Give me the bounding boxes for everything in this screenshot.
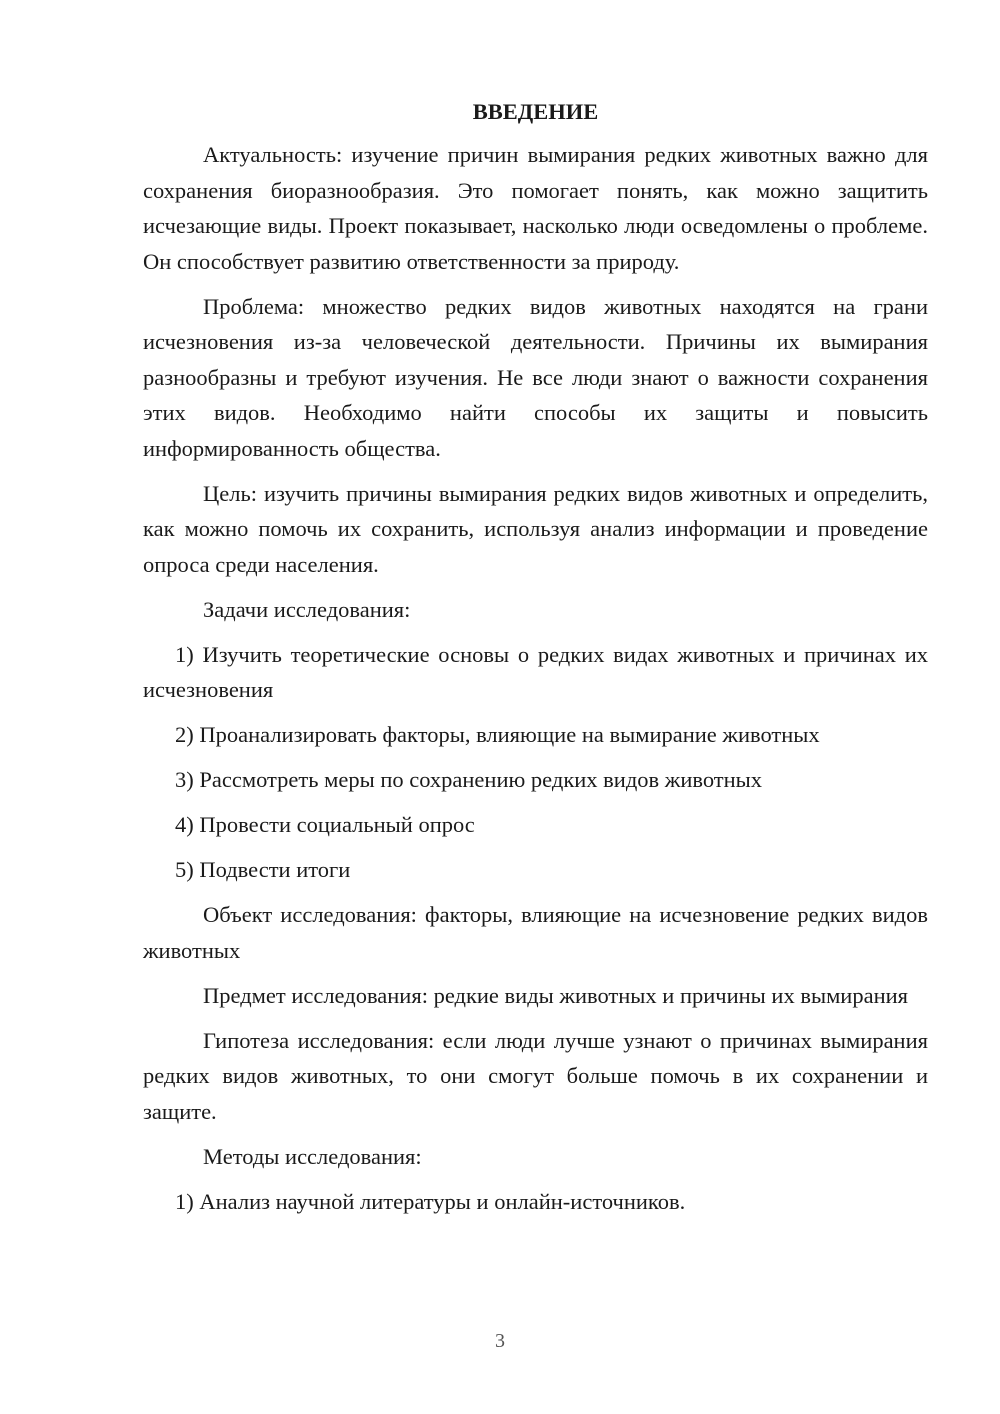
task-item: 2) Проанализировать факторы, влияющие на вымирание животных [175,722,820,747]
object-paragraph: Объект исследования: факторы, влияющие на исчезновение редких видов животных [143,902,928,963]
goal-paragraph: Цель: изучить причины вымирания редких видов животных и определить, как можно помочь их сохранить, используя анализ информации и проведение опроса среди населения. [143,480,928,577]
method-item: 1) Анализ научной литературы и онлайн-источников. [175,1188,686,1214]
page-number: 3 [495,1330,505,1352]
methods-heading: Методы исследования: [203,1143,422,1169]
problem-paragraph: Проблема: множество редких видов животных находятся на грани исчезновения из-за человеческой деятельности. Причины их вымирания разнообразны и требуют изучения. Не все люди знают о важности сохранения этих видов. Необходимо найти способы их защиты и повысить информированность общества. [143,293,928,461]
task-item: 3) Рассмотреть меры по сохранению редких видов животных [175,767,763,792]
task-item: 5) Подвести итоги [175,857,351,882]
tasks-heading: Задачи исследования: [203,596,411,622]
relevance-paragraph: Актуальность: изучение причин вымирания редких животных важно для сохранения биоразнообразия. Это помогает понять, как можно защитить исчезающие виды. Проект показывает, насколько люди осведомлены о проблеме. Он способствует развитию ответственности за природу. [143,142,928,274]
hypothesis-paragraph: Гипотеза исследования: если люди лучше узнают о причинах вымирания редких видов животных, то они смогут больше помочь в их сохранении и защите. [143,1027,928,1124]
subject-paragraph: Предмет исследования: редкие виды животных и причины их вымирания [203,982,909,1008]
page-title: ВВЕДЕНИЕ [472,99,599,124]
page-content [143,97,928,1229]
task-item: 4) Провести социальный опрос [175,812,475,837]
task-item: 1) Изучить теоретические основы о редких видах животных и причинах их исчезновения [143,641,928,702]
